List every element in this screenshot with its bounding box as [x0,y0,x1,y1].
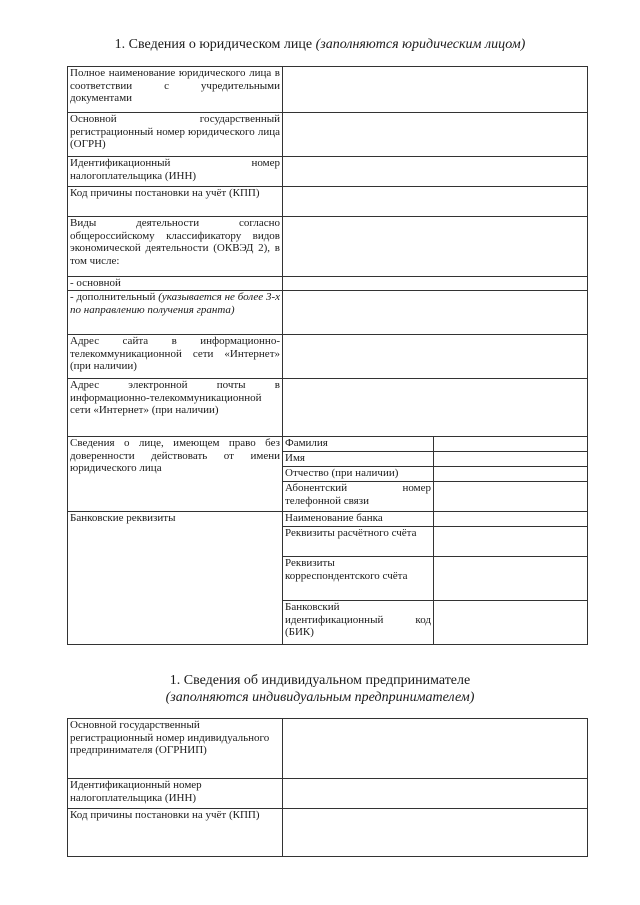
okved-extra-label [68,291,283,335]
legal-entity-table [67,66,588,645]
account-label: Реквизиты расчётного счёта [283,527,434,557]
inn-label: Идентификационный номер налогоплательщика (ИНН) [68,157,283,187]
section1-heading [0,36,640,53]
ogrn-value[interactable] [283,113,588,157]
bank-name-label: Наименование банка [283,512,434,527]
okved-extra-prefix: - дополнительный [70,291,159,303]
email-label: Адрес электронной почты в информационно-телекоммуникационной сети «Интернет» (при наличии) [68,379,283,437]
name-value[interactable] [434,452,588,467]
okved-extra-note: (указывается не более 3-х по направлению получения гранта) [70,291,281,316]
bank-label: Банковские реквизиты [68,512,283,645]
section2-heading [0,672,640,706]
section1-heading-note: (заполняются юридическим лицом) [315,37,526,52]
inn-value[interactable] [283,157,588,187]
phone-label: Абонентский номер телефонной связи [283,482,434,512]
email-value[interactable] [283,379,588,437]
website-label: Адрес сайта в информационно-телекоммуникационной сети «Интернет» (при наличии) [68,335,283,379]
surname-value[interactable] [434,437,588,452]
name-label: Имя [283,452,434,467]
bik-value[interactable] [434,601,588,645]
website-value[interactable] [283,335,588,379]
okved-value[interactable] [283,217,588,277]
bik-label: Банковский идентификационный код (БИК) [283,601,434,645]
ogrn-label: Основной государственный регистрационный номер юридического лица (ОГРН) [68,113,283,157]
account-value[interactable] [434,527,588,557]
kpp-label: Код причины постановки на учёт (КПП) [68,187,283,217]
section2-heading-note: (заполняются индивидуальным предпринимателем) [165,690,475,705]
ogrnip-label: Основной государственный регистрационный номер индивидуального предпринимателя (ОГРНИП) [68,719,283,779]
okved-main-label: - основной [68,277,283,291]
surname-label: Фамилия [283,437,434,452]
kpp-value[interactable] [283,187,588,217]
phone-value[interactable] [434,482,588,512]
patronymic-value[interactable] [434,467,588,482]
bank-name-value[interactable] [434,512,588,527]
okved-label: Виды деятельности согласно общероссийскому классификатору видов экономической деятельности (ОКВЭД 2), в том числе: [68,217,283,277]
full-name-label: Полное наименование юридического лица в соответствии с учредительными документами [68,67,283,113]
person-label: Сведения о лице, имеющем право без доверенности действовать от имени юридического лица [68,437,283,512]
section1-heading-main: 1. Сведения о юридическом лице [114,37,313,52]
ip-inn-label: Идентификационный номер налогоплательщика (ИНН) [68,779,283,809]
corr-account-value[interactable] [434,557,588,601]
ogrnip-value[interactable] [283,719,588,779]
corr-account-label: Реквизиты корреспондентского счёта [283,557,434,601]
ip-inn-value[interactable] [283,779,588,809]
section2-heading-main: 1. Сведения об индивидуальном предпринимателе [169,673,471,688]
okved-main-value[interactable] [283,277,588,291]
ip-kpp-value[interactable] [283,809,588,857]
full-name-value[interactable] [283,67,588,113]
ip-kpp-label: Код причины постановки на учёт (КПП) [68,809,283,857]
entrepreneur-table [67,718,588,857]
okved-extra-value[interactable] [283,291,588,335]
patronymic-label: Отчество (при наличии) [283,467,434,482]
